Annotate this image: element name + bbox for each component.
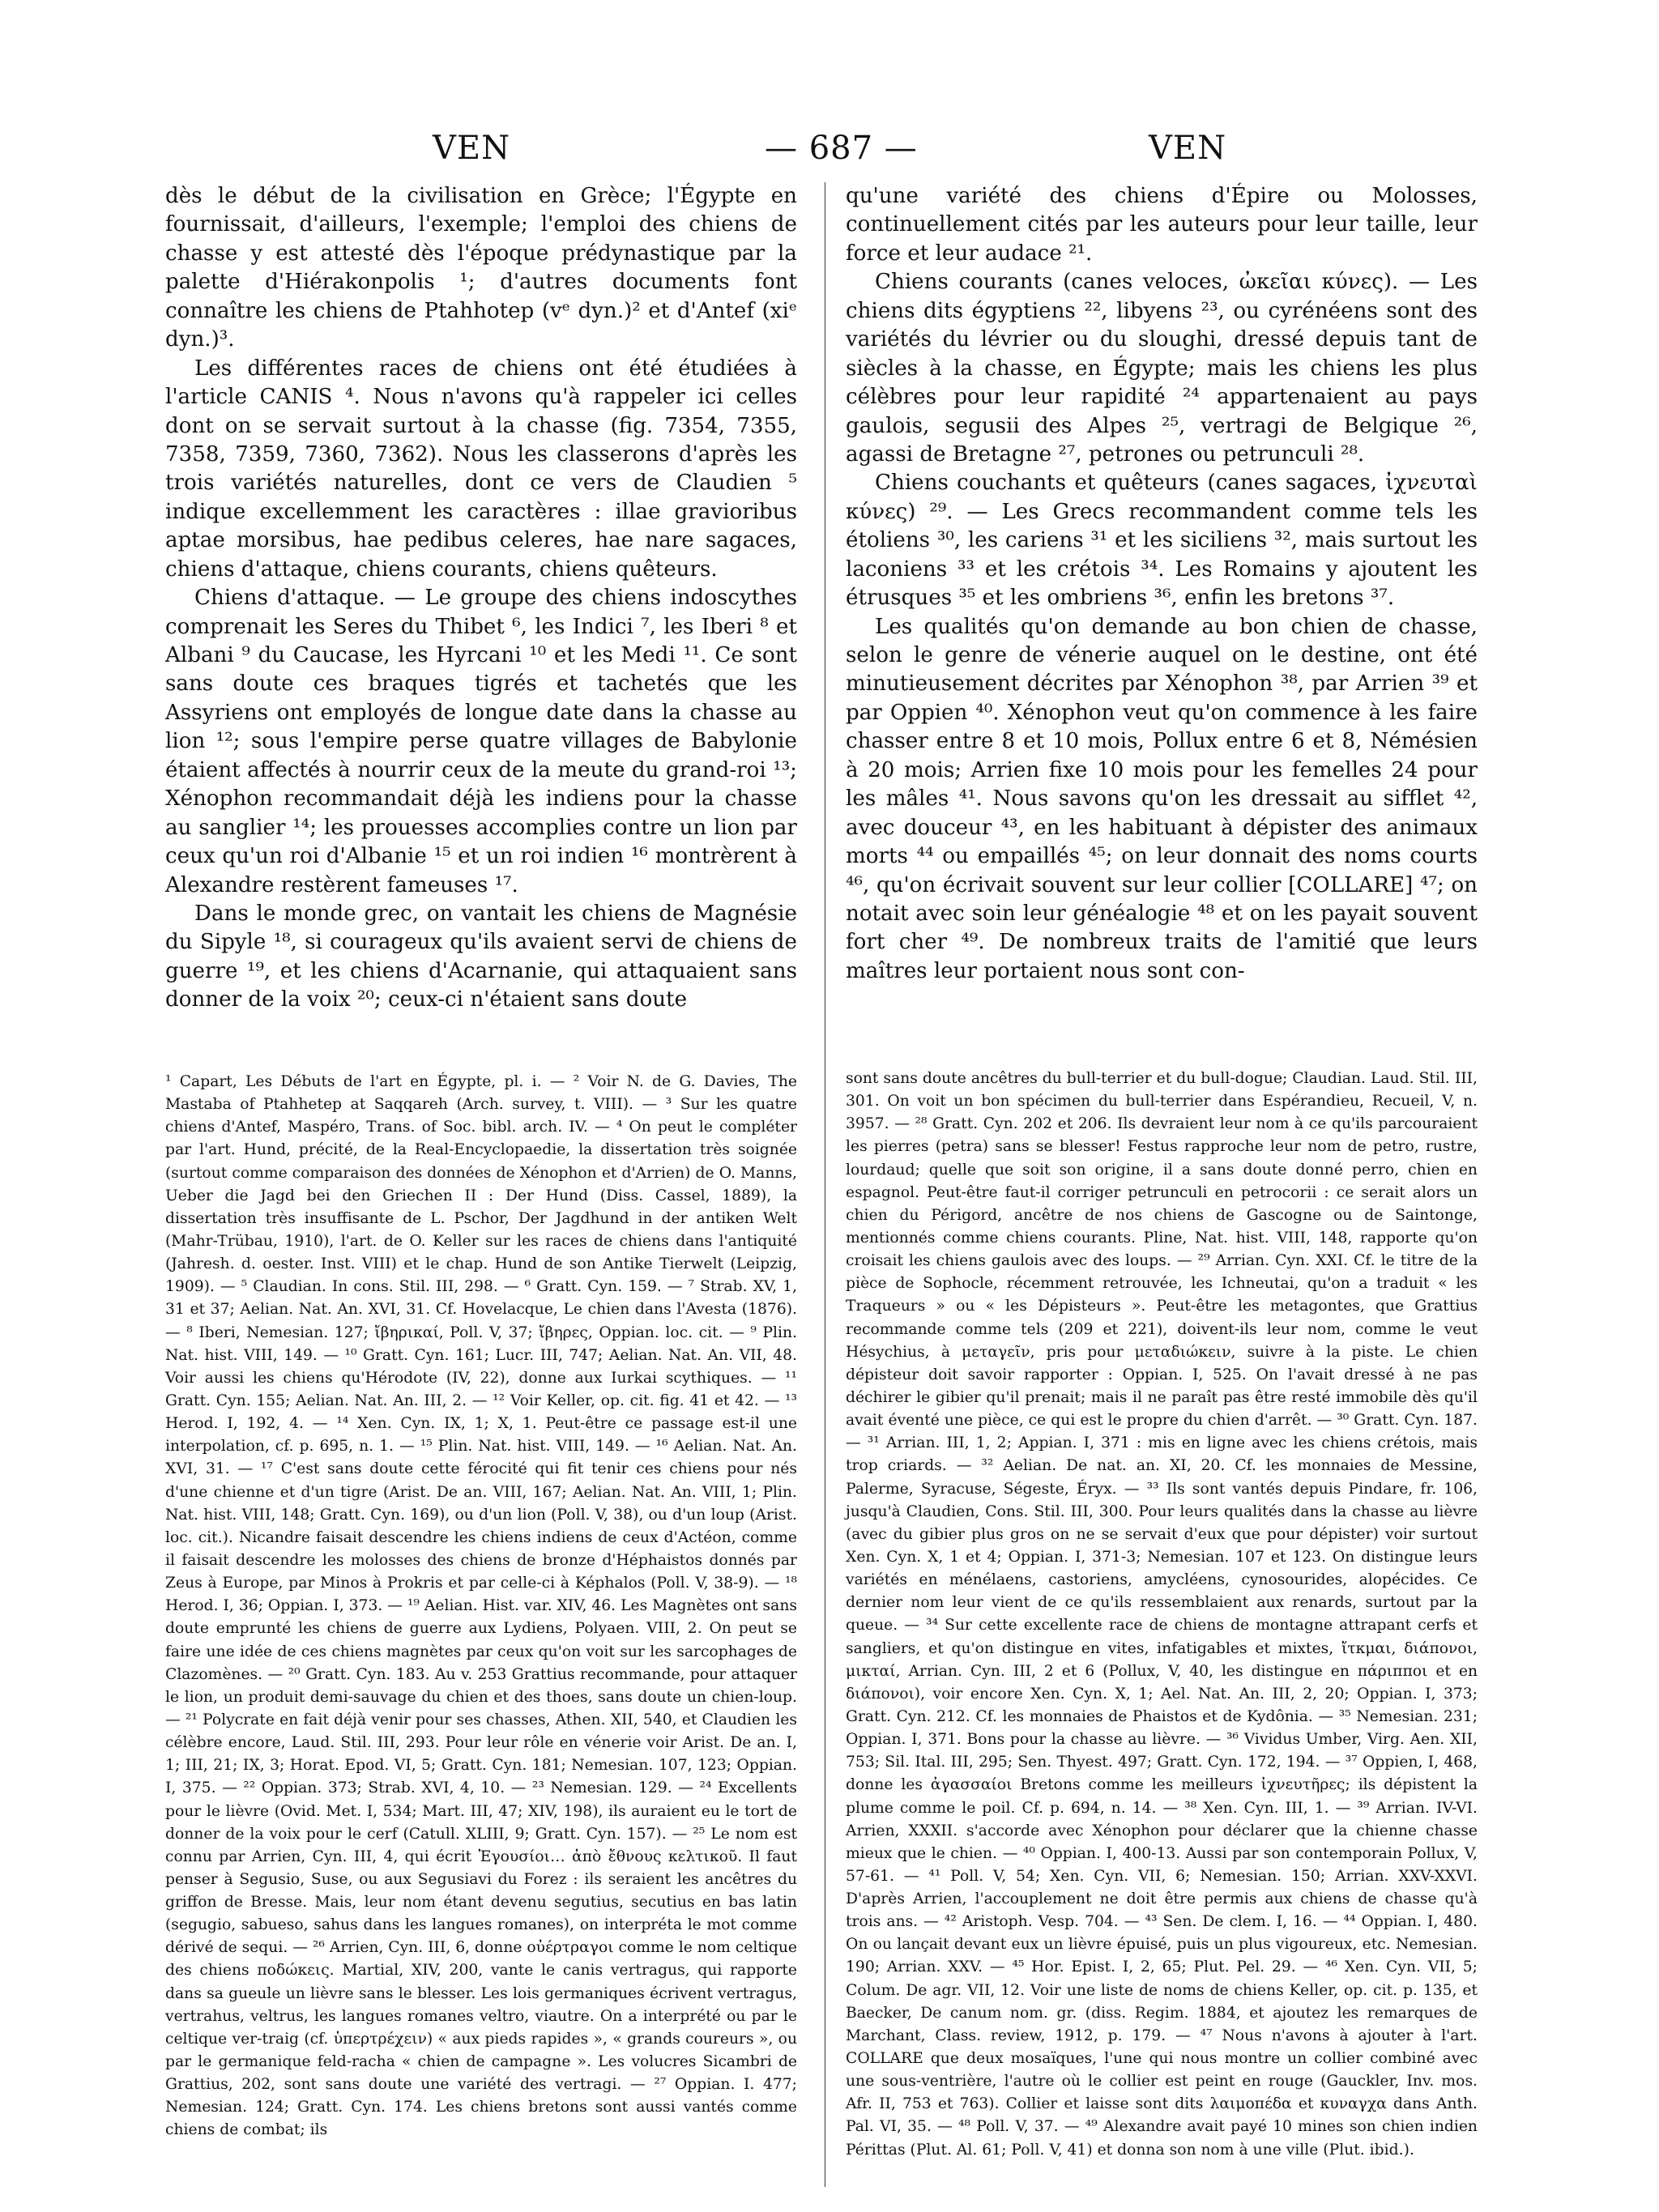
running-head-right: VEN <box>1149 130 1227 167</box>
right-footnotes <box>846 1068 1478 2162</box>
paragraph: qu'une variété des chiens d'Épire ou Molosses, continuellement cités par les auteurs pour leur taille, leur force et leur audace ²¹. <box>846 184 1478 266</box>
footnotes-text: ¹ Capart, Les Débuts de l'art en Égypte, pl. i. — ² Voir N. de G. Davies, The Mastaba of Ptahhetep at Saqqareh (Arch. survey, t. VIII). — ³ Sur les quatre chiens d'Antef, Maspéro, Trans. of Soc. bibl. arch. IV. — ⁴ On peut le compléter par l'art. Hund, précité, de la Real-Encyclopaedie, la dissertation très soignée (surtout comme comparaison des données de Xénophon et d'Arrien) de O. Manns, Ueber die Jagd bei den Griechen II : Der Hund (Diss. Cassel, 1889), la dissertation très insuffisante de L. Pschor, Der Jagdhund in der antiken Welt (Mahr-Trübau, 1910), l'art. de O. Keller sur les races de chiens dans l'antiquité (Jahresh. d. oester. Inst. VIII) et le chap. Hund de son Antike Tierwelt (Leipzig, 1909). — ⁵ Claudian. In cons. Stil. III, 298. — ⁶ Gratt. Cyn. 159. — ⁷ Strab. XV, 1, 31 et 37; Aelian. Nat. An. XVI, 31. Cf. Hovelacque, Le chien dans l'Avesta (1876). — ⁸ Iberi, Nemesian. 127; ἴβηρικαί, Poll. V, 37; ἴβηρες, Oppian. loc. cit. — ⁹ Plin. Nat. hist. VIII, 149. — ¹⁰ Gratt. Cyn. 161; Lucr. III, 747; Aelian. Nat. An. VII, 48. Voir aussi les chiens qu'Hérodote (IV, 22), donne aux Iurkai scythiques. — ¹¹ Gratt. Cyn. 155; Aelian. Nat. An. III, 2. — ¹² Voir Keller, op. cit. fig. 41 et 42. — ¹³ Herod. I, 192, 4. — ¹⁴ Xen. Cyn. IX, 1; X, 1. Peut-être ce passage est-il une interpolation, cf. p. 695, n. 1. — ¹⁵ Plin. Nat. hist. VIII, 149. — ¹⁶ Aelian. Nat. An. XVI, 31. — ¹⁷ C'est sans doute cette férocité qui fit tenir ces chiens pour nés d'une chienne et d'un tigre (Arist. De an. VIII, 167; Aelian. Nat. An. VIII, 1; Plin. Nat. hist. VIII, 148; Gratt. Cyn. 169), ou d'un lion (Poll. V, 38), ou d'un loup (Arist. loc. cit.). Nicandre faisait descendre les chiens indiens de ceux d'Actéon, comme il faisait descendre les molosses des chiens de bronze d'Héphaistos donnés par Zeus à Europe, par Minos à Prokris et par celle-ci à Képhalos (Poll. V, 38-9). — ¹⁸ Herod. I, 36; Oppian. I, 373. — ¹⁹ Aelian. Hist. var. XIV, 46. Les Magnètes ont sans doute emprunté les chiens de guerre aux Lydiens, Polyaen. VIII, 2. On peut se faire une idée de ces chiens magnètes par ceux qu'on voit sur les sarcophages de Clazomènes. — ²⁰ Gratt. Cyn. 183. Au v. 253 Grattius recommande, pour attaquer le lion, un produit demi-sauvage du chien et des thoes, sans doute un chien-loup. — ²¹ Polycrate en fait déjà venir pour ses chasses, Athen. XII, 540, et Claudien les célèbre encore, Laud. Stil. III, 293. Pour leur rôle en vénerie voir Arist. De an. I, 1; III, 21; IX, 3; Horat. Epod. VI, 5; Gratt. Cyn. 181; Nemesian. 107, 123; Oppian. I, 375. — ²² Oppian. 373; Strab. XVI, 4, 10. — ²³ Nemesian. 129. — ²⁴ Excellents pour le lièvre (Ovid. Met. I, 534; Mart. III, 47; XIV, 198), ils auraient eu le tort de donner de la voix pour le cerf (Catull. XLIII, 9; Gratt. Cyn. 157). — ²⁵ Le nom est connu par Arrien, Cyn. III, 4, qui écrit Ἐγουσίοι… ἀπὸ ἔθνους κελτικοῦ. Il faut penser à Segusio, Suse, ou aux Segusiavi du Forez : ils seraient les ancêtres du griffon de Bresse. Mais, leur nom étant devenu segutius, secutius en bas latin (segugio, sabueso, sahus dans les langues romanes), on interpréta le mot comme dérivé de sequi. — ²⁶ Arrien, Cyn. III, 6, donne οὐέρτραγοι comme le nom celtique des chiens ποδώκεις. Martial, XIV, 200, vante le canis vertragus, qui rapporte dans sa gueule un lièvre sans le blesser. Les lois germaniques écrivent vertragus, vertrahus, veltrus, les langues romanes veltro, viautre. On a interprété ou par le celtique ver-traig (cf. ὑπερτρέχειν) « aux pieds rapides », « grands coureurs », ou par le germanique feld-racha « chien de campagne ». Les volucres Sicambri de Grattius, 202, sont sans doute une variété des vertragi. — ²⁷ Oppian. I. 477; Nemesian. 124; Gratt. Cyn. 174. Les chiens bretons sont aussi vantés comme chiens de combat; ils <box>165 1073 798 2139</box>
paragraph: Chiens couchants et quêteurs (canes sagaces, ἰχνευταὶ κύνες) ²⁹. — Les Grecs recommandent comme tels les étoliens ³⁰, les cariens ³¹ et les siciliens ³², mais surtout les laconiens ³³ et les crétois ³⁴. Les Romains y ajoutent les étrusques ³⁵ et les ombriens ³⁶, enfin les bretons ³⁷. <box>846 471 1478 611</box>
left-column-text <box>165 182 797 1015</box>
paragraph: Les différentes races de chiens ont été étudiées à l'article CANIS ⁴. Nous n'avons qu'à rappeler ici celles dont on se servait surtout à la chasse (fig. 7354, 7355, 7358, 7359, 7360, 7362). Nous les classerons d'après les trois variétés naturelles, dont ce vers de Claudien ⁵ indique excellemment les caractères : illae gravioribus aptae morsibus, hae pedibus celeres, hae nare sagaces, chiens d'attaque, chiens courants, chiens quêteurs. <box>165 356 797 582</box>
paragraph: dès le début de la civilisation en Grèce; l'Égypte en fournissait, d'ailleurs, l'exemple; l'emploi des chiens de chasse y est attesté dès l'époque prédynastique par la palette d'Hiérakonpolis ¹; d'autres documents font connaître les chiens de Ptahhotep (vᵉ dyn.)² et d'Antef (xiᵉ dyn.)³. <box>165 184 797 352</box>
running-head-left: VEN <box>433 130 511 167</box>
footnotes-text: sont sans doute ancêtres du bull-terrier et du bull-dogue; Claudian. Laud. Stil. III, 301. On voit un bon spécimen du bull-terrier dans Espérandieu, Recueil, V, n. 3957. — ²⁸ Gratt. Cyn. 202 et 206. Ils devraient leur nom à ce qu'ils parcouraient les pierres (petra) sans se blesser! Festus rapproche leur nom de petro, rustre, lourdaud; quelle que soit son origine, il a sans doute donné perro, chien en espagnol. Peut-être faut-il corriger petrunculi en petrocorii : ce serait alors un chien du Périgord, ancêtre de nos chiens de Gascogne ou de Saintonge, mentionnés comme chiens courants. Pline, Nat. hist. VIII, 148, rapporte qu'on croisait les chiens gaulois avec des loups. — ²⁹ Arrian. Cyn. XXI. Cf. le titre de la pièce de Sophocle, récemment retrouvée, les Ichneutai, qu'on a traduit « les Traqueurs » ou « les Dépisteurs ». Peut-être les metagontes, que Grattius recommande comme tels (209 et 221), doivent-ils leur nom, comme le veut Hésychius, à μεταγεῖν, pris pour μεταδιώκειν, suivre à la piste. Le chien dépisteur doit savoir rapporter : Oppian. I, 525. On l'avait dressé à ne pas déchirer le gibier qu'il prenait; mais il ne paraît pas être resté immobile dès qu'il avait éventé une pièce, ce qui est le propre du chien d'arrêt. — ³⁰ Gratt. Cyn. 187. — ³¹ Arrian. III, 1, 2; Appian. I, 371 : mis en ligne avec les chiens crétois, mais trop criards. — ³² Aelian. De nat. an. XI, 20. Cf. les monnaies de Messine, Palerme, Syracuse, Ségeste, Éryx. — ³³ Ils sont vantés depuis Pindare, fr. 106, jusqu'à Claudien, Cons. Stil. III, 300. Pour leurs qualités dans la chasse au lièvre (avec du gibier plus gros on ne se servait d'eux que pour dépister) voir surtout Xen. Cyn. X, 1 et 4; Oppian. I, 371-3; Nemesian. 107 et 123. On distingue leurs variétés en ménélaens, castoriens, amycléens, cynosourides, alopécides. Ce dernier nom leur vient de ce qu'ils ressemblaient aux renards, surtout par la queue. — ³⁴ Sur cette excellente race de chiens de montagne attrapant cerfs et sangliers, et qu'on distingue en vites, infatigables et mixtes, ἴτκμαι, διάπονοι, μικταί, Arrian. Cyn. III, 2 et 6 (Pollux, V, 40, les distingue en πάριπποι et en διάπονοι), voir encore Xen. Cyn. X, 1; Ael. Nat. An. III, 2, 20; Oppian. I, 373; Gratt. Cyn. 212. Cf. les monnaies de Phaistos et de Kydônia. — ³⁵ Nemesian. 231; Oppian. I, 371. Bons pour la chasse au lièvre. — ³⁶ Vividus Umber, Virg. Aen. XII, 753; Sil. Ital. III, 295; Sen. Thyest. 497; Gratt. Cyn. 172, 194. — ³⁷ Oppien, I, 468, donne les ἀγασσαίοι Bretons comme les meilleurs ἰχνευτῆρες; ils dépistent la plume comme le poil. Cf. p. 694, n. 14. — ³⁸ Xen. Cyn. III, 1. — ³⁹ Arrian. IV-VI. Arrien, XXXII. s'accorde avec Xénophon pour déclarer que la chienne chasse mieux que le chien. — ⁴⁰ Oppian. I, 400-13. Aussi par son contemporain Pollux, V, 57-61. — ⁴¹ Poll. V, 54; Xen. Cyn. VII, 6; Nemesian. 150; Arrian. XXV-XXVI. D'après Arrien, l'accouplement ne doit être permis aux chiens de chasse qu'à trois ans. — ⁴² Aristoph. Vesp. 704. — ⁴³ Sen. De clem. I, 16. — ⁴⁴ Oppian. I, 480. On ou lançait devant eux un lièvre épuisé, puis un plus vigoureux, etc. Nemesian. 190; Arrian. XXV. — ⁴⁵ Hor. Epist. I, 2, 65; Plut. Pel. 29. — ⁴⁶ Xen. Cyn. VII, 5; Colum. De agr. VII, 12. Voir une liste de noms de chiens Keller, op. cit. p. 135, et Baecker, De canum nom. gr. (diss. Regim. 1884, et ajoutez les remarques de Marchant, Class. review, 1912, p. 179. — ⁴⁷ Nous n'avons à ajouter à l'art. COLLARE que deux mosaïques, l'une qui nous montre un collier combiné avec une sous-ventrière, l'autre où le collier est peint en rouge (Gauckler, Inv. mos. Afr. II, 753 et 763). Collier et laisse sont dits λαιμοπέδα et κυναγχα dans Anth. Pal. VI, 35. — ⁴⁸ Poll. V, 37. — ⁴⁹ Alexandre avait payé 10 mines son chien indien Périttas (Plut. Al. 61; Poll. V, 41) et donna son nom à une ville (Plut. ibid.). <box>846 1070 1478 2159</box>
paragraph: Dans le monde grec, on vantait les chiens de Magnésie du Sipyle ¹⁸, si courageux qu'ils avaient servi de chiens de guerre ¹⁹, et les chiens d'Acarnanie, qui attaquaient sans donner de la voix ²⁰; ceux-ci n'étaient sans doute <box>165 901 797 1012</box>
paragraph: Chiens d'attaque. — Le groupe des chiens indoscythes comprenait les Seres du Thibet ⁶, les Indici ⁷, les Iberi ⁸ et Albani ⁹ du Caucase, les Hyrcani ¹⁰ et les Medi ¹¹. Ce sont sans doute ces braques tigrés et tachetés que les Assyriens ont employés de longue date dans la chasse au lion ¹²; sous l'empire perse quatre villages de Babylonie étaient affectés à nourrir ceux de la meute du grand-roi ¹³; Xénophon recommandait déjà les indiens pour la chasse au sanglier ¹⁴; les prouesses accomplies contre un lion par ceux qu'un roi d'Albanie ¹⁵ et un roi indien ¹⁶ montrèrent à Alexandre restèrent fameuses ¹⁷. <box>165 586 797 897</box>
paragraph: Chiens courants (canes veloces, ὠκεῖαι κύνες). — Les chiens dits égyptiens ²², libyens ²³, ou cyrénéens sont des variétés du lévrier ou du sloughi, dressé depuis tant de siècles à la chasse, en Égypte; mais les chiens les plus célèbres pour leur rapidité ²⁴ appartenaient au pays gaulois, segusii des Alpes ²⁵, vertragi de Belgique ²⁶, agassi de Bretagne ²⁷, petrones ou petrunculi ²⁸. <box>846 270 1478 467</box>
page-number: — 687 — <box>765 130 918 167</box>
right-column-text <box>846 182 1478 986</box>
left-footnotes <box>165 1071 797 2142</box>
paragraph: Les qualités qu'on demande au bon chien de chasse, selon le genre de vénerie auquel on le destine, ont été minutieusement décrites par Xénophon ³⁸, par Arrien ³⁹ et par Oppien ⁴⁰. Xénophon veut qu'on commence à les faire chasser entre 8 et 10 mois, Pollux entre 6 et 8, Némésien à 20 mois; Arrien fixe 10 mois pour les femelles 24 pour les mâles ⁴¹. Nous savons qu'on les dressait au sifflet ⁴², avec douceur ⁴³, en les habituant à dépister des animaux morts ⁴⁴ ou empaillés ⁴⁵; on leur donnait des noms courts ⁴⁶, qu'on écrivait souvent sur leur collier [COLLARE] ⁴⁷; on notait avec soin leur généalogie ⁴⁸ et on les payait souvent fort cher ⁴⁹. De nombreux traits de l'amitié que leurs maîtres leur portaient nous sont con- <box>846 614 1478 983</box>
